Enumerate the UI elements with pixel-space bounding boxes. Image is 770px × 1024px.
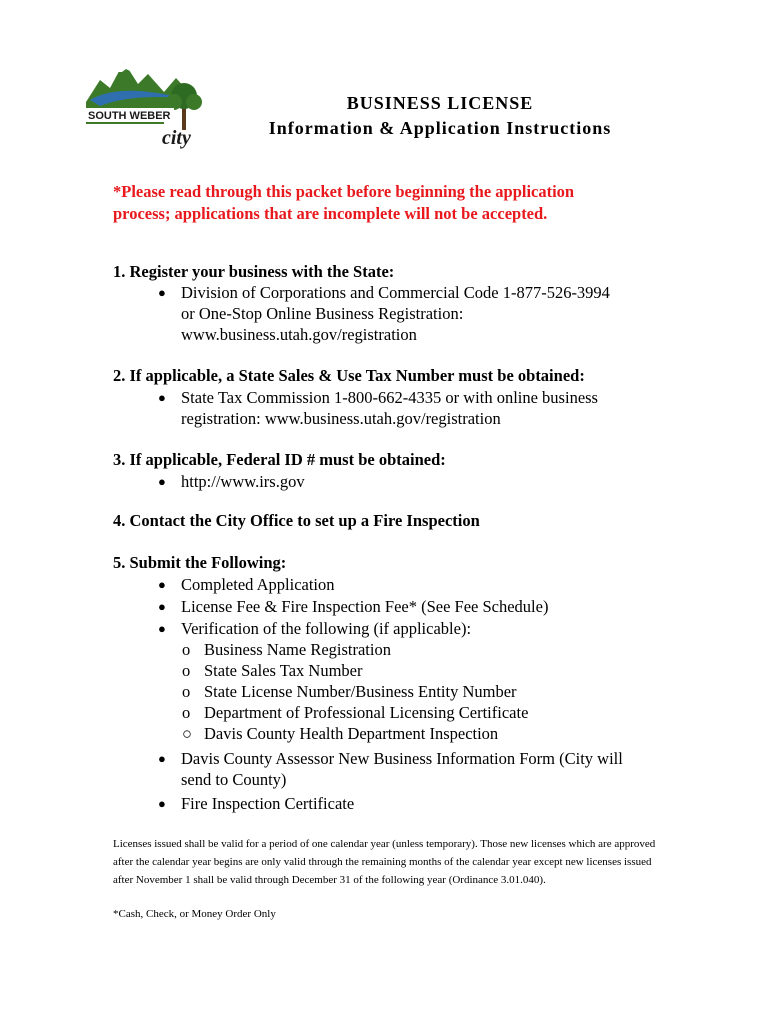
bullet-icon: ●	[158, 621, 166, 636]
sub-list-item: o State License Number/Business Entity Number	[182, 682, 517, 701]
list-item: ● Fire Inspection Certificate	[158, 794, 355, 813]
warning-line-1: *Please read through this packet before beginning the application	[113, 182, 575, 201]
payment-note: *Cash, Check, or Money Order Only	[113, 908, 276, 920]
circle-bullet-icon: o	[182, 682, 191, 701]
irs-link[interactable]: http://www.irs.gov	[181, 472, 305, 491]
bullet-icon: ●	[158, 390, 166, 405]
section-1-heading: 1. Register your business with the State:	[113, 262, 395, 281]
sub-list-item: o Business Name Registration	[182, 640, 391, 659]
section-2-heading: 2. If applicable, a State Sales & Use Tax Number must be obtained:	[113, 366, 585, 385]
logo-top-text: SOUTH WEBER	[88, 110, 171, 122]
list-item: ● License Fee & Fire Inspection Fee* (See Fee Schedule)	[158, 597, 549, 616]
bullet-icon: ●	[158, 796, 166, 811]
circle-bullet-icon: ○	[182, 724, 192, 743]
logo-script-text: city	[162, 127, 191, 149]
section-3-heading: 3. If applicable, Federal ID # must be obtained:	[113, 450, 446, 469]
bullet-icon: ●	[158, 285, 166, 300]
list-item: ● Verification of the following (if applicable):	[158, 619, 472, 638]
list-item: ● Completed Application	[158, 575, 335, 594]
footnote-line-2: after the calendar year begins are only valid through the remaining months of the calendar year except new licenses issued	[113, 856, 652, 868]
sub-list-item: o Department of Professional Licensing Certificate	[182, 703, 529, 722]
bullet-icon: ●	[158, 751, 166, 766]
circle-bullet-icon: o	[182, 661, 191, 680]
footnote-line-1: Licenses issued shall be valid for a period of one calendar year (unless temporary). Those new licenses which are approved	[113, 838, 656, 850]
page-subtitle: Information & Application Instructions	[268, 118, 612, 138]
south-weber-city-logo	[86, 56, 210, 152]
list-item: ● Division of Corporations and Commercial Code 1-877-526-3994 or One-Stop Online Business Registration: www.business.utah.gov/registration	[158, 283, 610, 344]
circle-bullet-icon: o	[182, 703, 191, 722]
snowcap-icon	[116, 62, 132, 72]
circle-bullet-icon: o	[182, 640, 191, 659]
section-4-heading: 4. Contact the City Office to set up a Fire Inspection	[113, 511, 480, 530]
list-item: ● Davis County Assessor New Business Information Form (City will send to County)	[158, 749, 623, 789]
page-title: BUSINESS LICENSE	[346, 93, 534, 113]
list-item	[158, 471, 701, 492]
footnote-line-3: after November 1 shall be valid through December 31 of the following year (Ordinance 3.01.040).	[113, 874, 546, 886]
bullet-icon: ●	[158, 577, 166, 592]
list-item: ● State Tax Commission 1-800-662-4335 or with online business registration: www.business.utah.gov/registration	[158, 388, 598, 428]
sub-list-item: ○ Davis County Health Department Inspection	[182, 724, 499, 743]
section-5-heading: 5. Submit the Following:	[113, 553, 287, 572]
warning-line-2: process; applications that are incomplete will not be accepted.	[113, 204, 548, 223]
sub-list-item: o State Sales Tax Number	[182, 661, 363, 680]
bullet-icon: ●	[158, 599, 166, 614]
bullet-icon: ●	[158, 474, 166, 489]
